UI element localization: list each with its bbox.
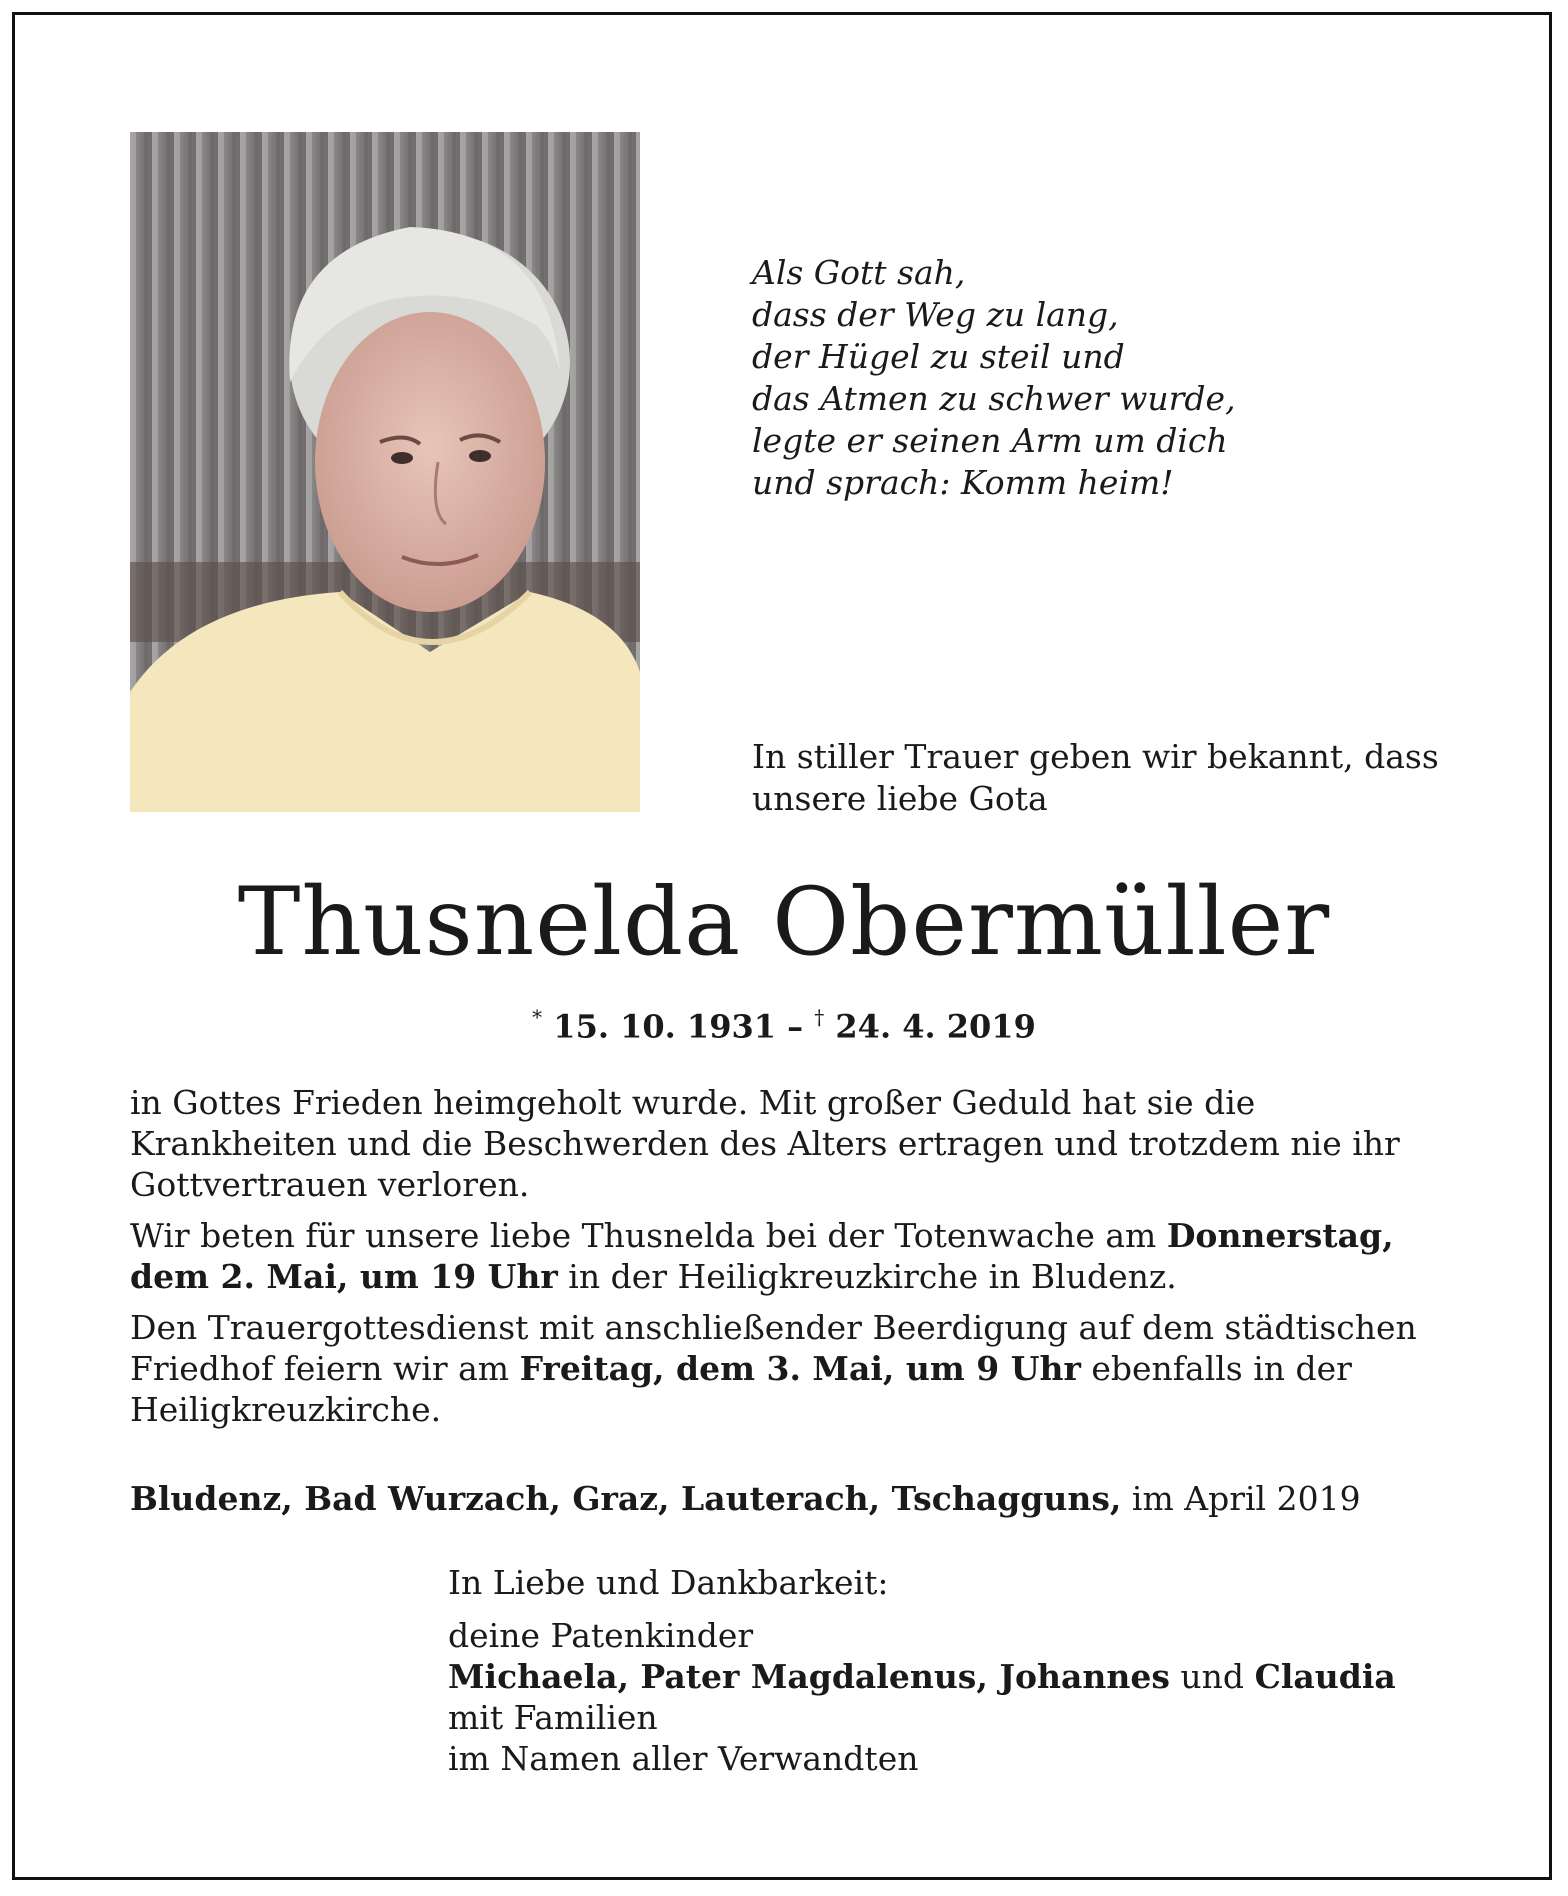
notice-body: [130, 1082, 1438, 1440]
vigil-location: in der Heiligkreuzkirche in Bludenz.: [557, 1257, 1177, 1296]
funeral-location: ebenfalls in der Heiligkreuzkirche.: [130, 1349, 1352, 1429]
funeral-date: Freitag, dem 3. Mai, um 9 Uhr: [519, 1349, 1081, 1388]
portrait-photo: [130, 132, 640, 812]
death-date: 24. 4. 2019: [835, 1007, 1036, 1046]
signature-names: [448, 1656, 1396, 1697]
signature-line: im Namen aller Verwandten: [448, 1739, 919, 1778]
intro-line: In stiller Trauer geben wir bekannt, dass: [752, 737, 1439, 776]
poem: [752, 252, 1236, 504]
poem-line: und sprach: Komm heim!: [752, 463, 1174, 502]
godchildren-names: Michaela, Pater Magdalenus, Johannes: [448, 1657, 1170, 1696]
poem-line: dass der Weg zu lang,: [752, 295, 1119, 334]
poem-line: legte er seinen Arm um dich: [752, 421, 1228, 460]
signature-line: deine Patenkinder: [448, 1616, 754, 1655]
body-paragraph: in Gottes Frieden heimgeholt wurde. Mit großer Geduld hat sie die Krankheiten und die Beschwerden des Alters ertragen und trotzdem nie ihr Gottvertrauen verloren.: [130, 1083, 1400, 1204]
birth-date: 15. 10. 1931: [553, 1007, 776, 1046]
signature-heading: In Liebe und Dankbarkeit:: [448, 1563, 889, 1602]
intro-line: unsere liebe Gota: [752, 779, 1048, 818]
birth-symbol: *: [532, 1005, 543, 1029]
vigil-date: Donnerstag, dem 2. Mai, um 19 Uhr: [130, 1216, 1394, 1296]
poem-line: das Atmen zu schwer wurde,: [752, 379, 1236, 418]
godchild-name: Claudia: [1254, 1657, 1396, 1696]
poem-line: Als Gott sah,: [752, 253, 966, 292]
vigil-paragraph: [130, 1215, 1438, 1297]
and-word: und: [1169, 1657, 1255, 1696]
funeral-paragraph: [130, 1307, 1438, 1430]
vigil-text: Wir beten für unsere liebe Thusnelda bei der Totenwache am: [130, 1216, 1167, 1255]
date-separator: –: [775, 1007, 815, 1046]
funeral-text: Den Trauergottesdienst mit anschließender Beerdigung auf dem städtischen Friedhof feiern wir am: [130, 1308, 1417, 1388]
poem-line: der Hügel zu steil und: [752, 337, 1125, 376]
places-date: im April 2019: [1121, 1479, 1361, 1518]
announcement-intro: [752, 736, 1439, 820]
places-line: [130, 1478, 1361, 1520]
deceased-name: Thusnelda Obermüller: [237, 868, 1331, 977]
signature-line: mit Familien: [448, 1698, 658, 1737]
signature-block: [448, 1562, 1396, 1779]
death-symbol: †: [814, 1005, 825, 1029]
places-list: Bludenz, Bad Wurzach, Graz, Lauterach, Tschagguns,: [130, 1479, 1122, 1518]
life-dates: [0, 998, 1568, 1048]
